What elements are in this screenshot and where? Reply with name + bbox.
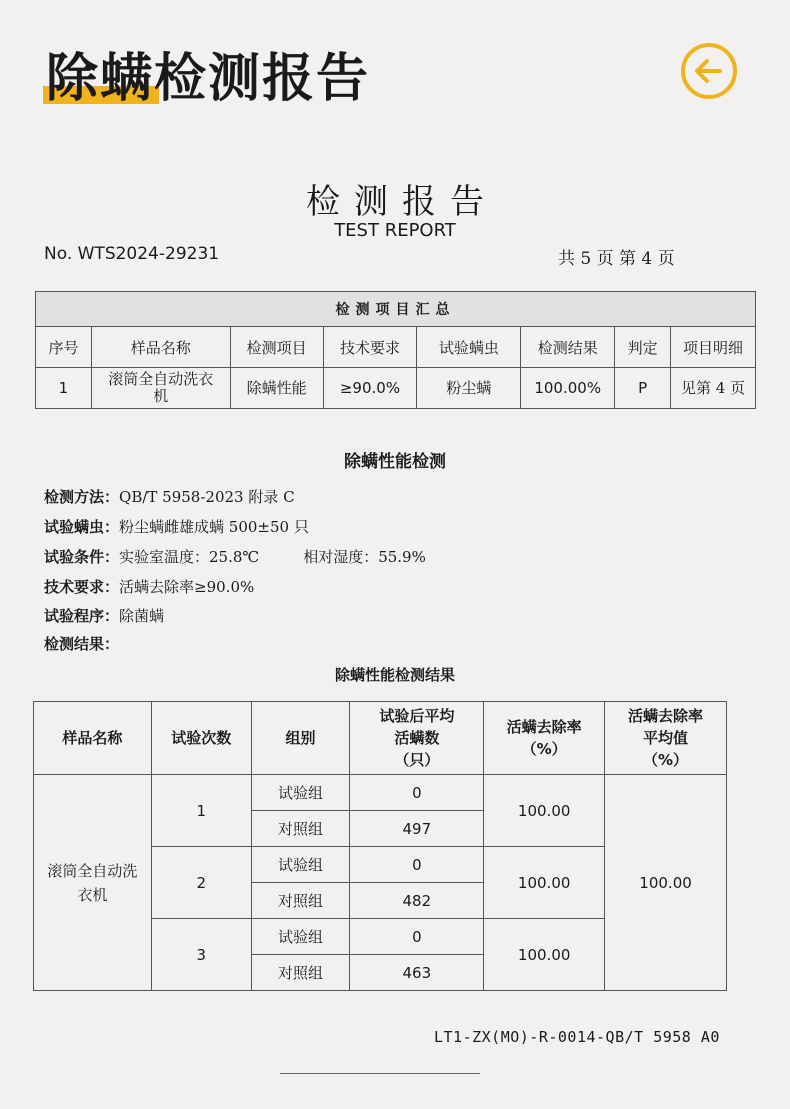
group-label: 试验组 xyxy=(251,847,350,883)
results-title: 除螨性能检测结果 xyxy=(334,666,455,684)
sample-name-cell: 滚筒全自动洗衣机 xyxy=(34,775,152,991)
summary-header: 检测结果 xyxy=(521,327,615,368)
info-label: 试验程序： xyxy=(44,607,120,625)
removal-rate: 100.00 xyxy=(484,919,605,991)
group-value: 0 xyxy=(350,847,484,883)
group-label: 对照组 xyxy=(251,883,350,919)
group-label: 对照组 xyxy=(251,811,350,847)
page-title: 除螨检测报告 xyxy=(46,49,371,109)
info-label: 试验螨虫： xyxy=(44,518,120,536)
info-label: 试验条件： xyxy=(44,548,120,566)
summary-cell: 见第 4 页 xyxy=(671,368,756,409)
summary-cell: P xyxy=(615,368,671,409)
info-line xyxy=(44,576,254,597)
page-count: 共 5 页 第 4 页 xyxy=(558,249,675,269)
results-header: 活螨去除率 平均值 （%） xyxy=(605,702,727,775)
info-label: 检测结果： xyxy=(44,635,120,653)
summary-cell: 100.00% xyxy=(521,368,615,409)
report-number: No. WTS2024-29231 xyxy=(44,244,220,264)
trial-number: 2 xyxy=(151,847,251,919)
info-line xyxy=(44,546,426,567)
results-header: 样品名称 xyxy=(34,702,152,775)
info-label: 技术要求： xyxy=(44,578,120,596)
removal-rate-average: 100.00 xyxy=(605,775,727,991)
summary-cell: 1 xyxy=(36,368,92,409)
report-subtitle: TEST REPORT xyxy=(334,220,456,241)
summary-header: 技术要求 xyxy=(323,327,417,368)
document-code: LT1-ZX(MO)-R-0014-QB/T 5958 A0 xyxy=(434,1028,720,1046)
section-title: 除螨性能检测 xyxy=(344,452,446,472)
results-header: 组别 xyxy=(251,702,350,775)
summary-header: 序号 xyxy=(36,327,92,368)
summary-caption: 检测项目汇总 xyxy=(36,292,756,327)
trial-number: 1 xyxy=(151,775,251,847)
group-value: 0 xyxy=(350,919,484,955)
summary-header: 检测项目 xyxy=(230,327,323,368)
group-value: 463 xyxy=(350,955,484,991)
results-header: 试验后平均 活螨数 （只） xyxy=(350,702,484,775)
info-value: 相对湿度：55.9% xyxy=(303,548,426,566)
info-line xyxy=(44,605,164,626)
info-value: 实验室温度：25.8℃ xyxy=(119,548,260,566)
removal-rate: 100.00 xyxy=(484,847,605,919)
info-line xyxy=(44,633,119,654)
summary-cell: 除螨性能 xyxy=(230,368,323,409)
info-label: 检测方法： xyxy=(44,488,120,506)
group-value: 0 xyxy=(350,775,484,811)
summary-header: 项目明细 xyxy=(671,327,756,368)
info-line xyxy=(44,486,295,507)
group-label: 对照组 xyxy=(251,955,350,991)
summary-header: 样品名称 xyxy=(91,327,230,368)
summary-table xyxy=(35,291,756,409)
results-header: 活螨去除率 （%） xyxy=(484,702,605,775)
summary-cell: 滚筒全自动洗衣机 xyxy=(91,368,230,409)
summary-cell: 粉尘螨 xyxy=(417,368,521,409)
info-value: 活螨去除率≥90.0% xyxy=(119,578,255,596)
arrow-left-circle-icon[interactable] xyxy=(680,42,738,100)
footer-divider xyxy=(280,1073,480,1074)
info-line xyxy=(44,516,309,537)
info-value: QB/T 5958-2023 附录 C xyxy=(119,488,295,506)
results-table xyxy=(33,701,727,991)
results-header: 试验次数 xyxy=(151,702,251,775)
summary-header: 判定 xyxy=(615,327,671,368)
info-value: 粉尘螨雌雄成螨 500±50 只 xyxy=(119,518,309,536)
info-value: 除菌螨 xyxy=(119,607,165,625)
group-value: 497 xyxy=(350,811,484,847)
group-value: 482 xyxy=(350,883,484,919)
trial-number: 3 xyxy=(151,919,251,991)
report-title: 检测报告 xyxy=(306,182,498,222)
summary-cell: ≥90.0% xyxy=(323,368,417,409)
group-label: 试验组 xyxy=(251,919,350,955)
removal-rate: 100.00 xyxy=(484,775,605,847)
summary-header: 试验螨虫 xyxy=(417,327,521,368)
group-label: 试验组 xyxy=(251,775,350,811)
